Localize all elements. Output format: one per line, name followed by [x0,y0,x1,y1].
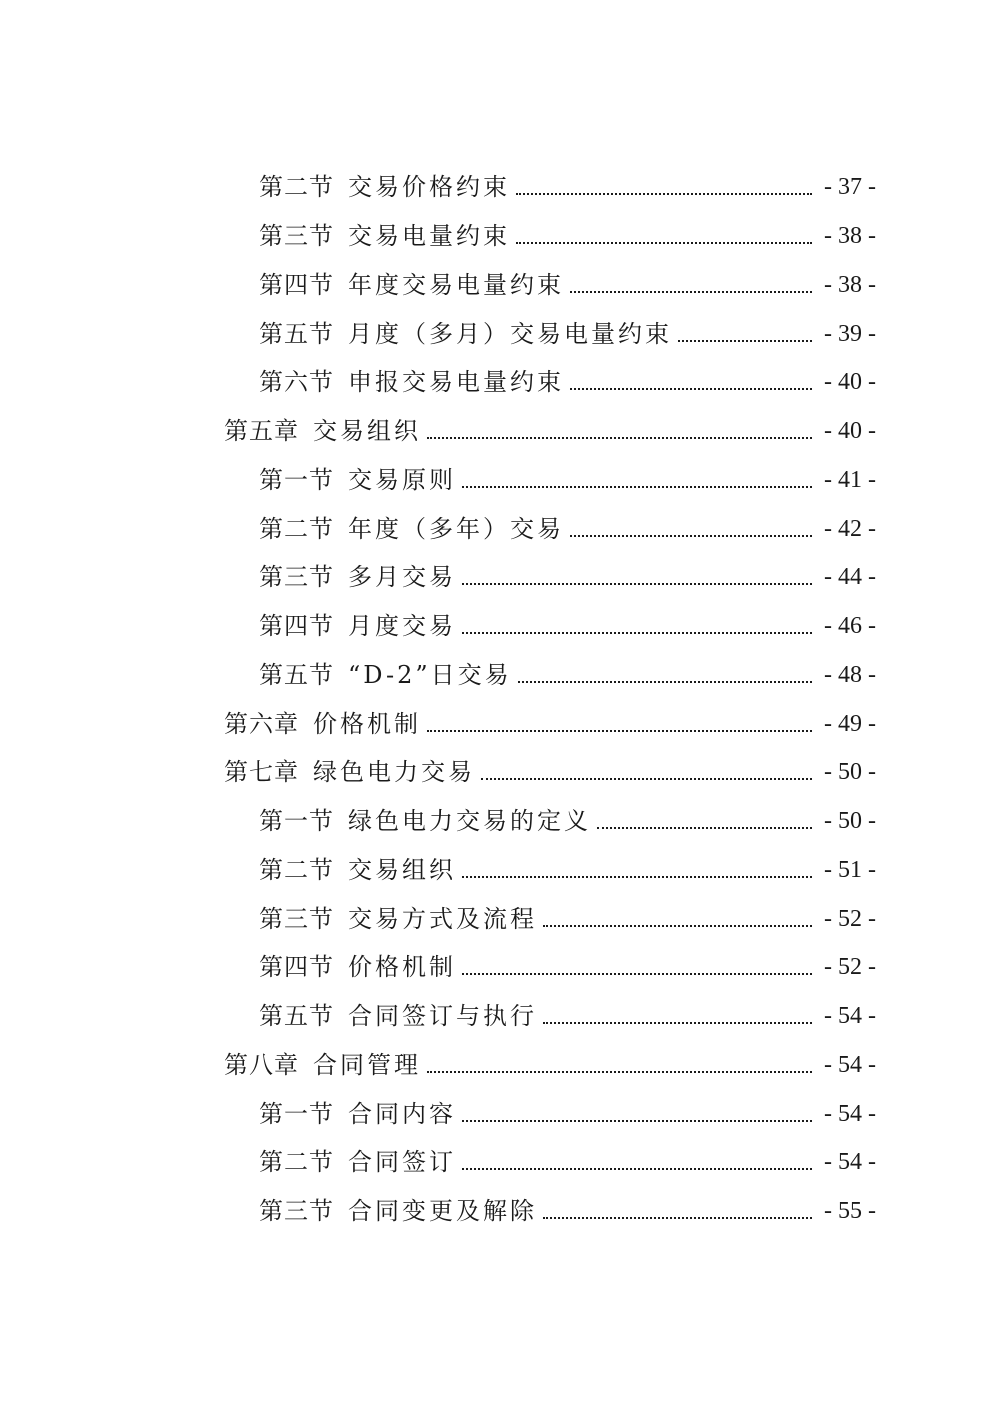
toc-entry-title: 年度交易电量约束 [348,270,564,299]
table-of-contents [0,163,1000,1236]
toc-entry-title: 绿色电力交易的定义 [348,807,591,836]
toc-entry-chapter[interactable] [0,407,1000,456]
toc-entry-page: - 38 - [824,271,876,298]
toc-entry-page: - 52 - [824,954,876,981]
toc-entry-page: - 48 - [824,661,876,688]
toc-entry-title: “D-2”日交易 [348,660,512,689]
toc-entry-label [259,222,510,251]
toc-entry-section[interactable] [0,212,1000,261]
toc-entry-chapter[interactable] [0,1041,1000,1090]
toc-entry-number: 第三节 [259,222,334,251]
toc-entry-section[interactable] [0,1089,1000,1138]
toc-entry-page: - 41 - [824,466,876,493]
toc-entry-label [224,709,421,738]
toc-entry-number: 第八章 [224,1050,299,1079]
toc-entry-section[interactable] [0,797,1000,846]
toc-entry-section[interactable] [0,1138,1000,1187]
toc-entry-page: - 37 - [824,174,876,201]
toc-entry-label [259,1002,537,1031]
toc-entry-title: 年度（多年）交易 [348,514,564,543]
toc-entry-page: - 39 - [824,320,876,347]
toc-entry-label [259,1099,456,1128]
toc-entry-number: 第七章 [224,758,299,787]
toc-entry-label [224,417,421,446]
toc-entry-number: 第一节 [259,465,334,494]
toc-entry-number: 第三节 [259,904,334,933]
toc-entry-title: 交易价格约束 [348,173,510,202]
toc-entry-label [259,1148,456,1177]
dot-leader [462,973,812,975]
dot-leader [678,340,812,342]
toc-entry-section[interactable] [0,261,1000,310]
dot-leader [543,1217,812,1219]
toc-entry-number: 第五章 [224,417,299,446]
dot-leader [481,778,812,780]
dot-leader [462,1120,812,1122]
dot-leader [543,925,812,927]
toc-entry-label [259,270,564,299]
toc-entry-number: 第二节 [259,514,334,543]
dot-leader [462,876,812,878]
toc-entry-page: - 49 - [824,710,876,737]
toc-entry-page: - 40 - [824,418,876,445]
toc-entry-section[interactable] [0,553,1000,602]
toc-entry-title: 合同签订与执行 [348,1002,537,1031]
toc-entry-number: 第三节 [259,1197,334,1226]
dot-leader [516,242,812,244]
toc-entry-page: - 50 - [824,808,876,835]
toc-entry-label [259,660,512,689]
toc-entry-label [224,1050,421,1079]
toc-entry-section[interactable] [0,992,1000,1041]
toc-entry-number: 第四节 [259,953,334,982]
toc-entry-title: 交易方式及流程 [348,904,537,933]
toc-entry-section[interactable] [0,846,1000,895]
toc-entry-title: 多月交易 [348,563,456,592]
toc-entry-section[interactable] [0,504,1000,553]
toc-entry-chapter[interactable] [0,699,1000,748]
toc-entry-title: 合同签订 [348,1148,456,1177]
toc-entry-page: - 40 - [824,369,876,396]
toc-entry-title: 月度交易 [348,612,456,641]
toc-entry-number: 第一节 [259,1099,334,1128]
toc-entry-label [259,563,456,592]
toc-entry-page: - 52 - [824,905,876,932]
toc-entry-page: - 44 - [824,564,876,591]
toc-entry-title: 合同变更及解除 [348,1197,537,1226]
dot-leader [597,827,812,829]
toc-entry-label [259,807,591,836]
toc-entry-page: - 55 - [824,1198,876,1225]
toc-entry-section[interactable] [0,163,1000,212]
dot-leader [462,583,812,585]
toc-entry-title: 交易原则 [348,465,456,494]
toc-entry-number: 第六节 [259,368,334,397]
toc-entry-page: - 50 - [824,759,876,786]
toc-entry-section[interactable] [0,309,1000,358]
dot-leader [570,291,812,293]
toc-entry-label [259,953,456,982]
toc-entry-label [259,368,564,397]
toc-entry-page: - 46 - [824,613,876,640]
toc-entry-section[interactable] [0,651,1000,700]
toc-entry-page: - 54 - [824,1100,876,1127]
toc-entry-title: 交易组织 [348,855,456,884]
toc-entry-label [259,612,456,641]
dot-leader [543,1022,812,1024]
toc-entry-number: 第四节 [259,612,334,641]
dot-leader [462,1168,812,1170]
toc-entry-section[interactable] [0,894,1000,943]
toc-entry-label [259,319,672,348]
toc-entry-number: 第五节 [259,319,334,348]
toc-entry-label [259,173,510,202]
toc-entry-page: - 51 - [824,856,876,883]
toc-entry-title: 交易电量约束 [348,222,510,251]
toc-entry-number: 第二节 [259,855,334,884]
toc-entry-section[interactable] [0,456,1000,505]
toc-entry-title: 月度（多月）交易电量约束 [348,319,672,348]
toc-entry-label [259,514,564,543]
toc-entry-title: 价格机制 [348,953,456,982]
toc-entry-number: 第五节 [259,1002,334,1031]
toc-entry-page: - 54 - [824,1149,876,1176]
toc-entry-number: 第二节 [259,173,334,202]
toc-entry-chapter[interactable] [0,748,1000,797]
toc-entry-label [224,758,475,787]
toc-entry-title: 绿色电力交易 [313,758,475,787]
toc-entry-title: 交易组织 [313,417,421,446]
dot-leader [427,437,812,439]
toc-entry-section[interactable] [0,358,1000,407]
toc-entry-number: 第四节 [259,270,334,299]
dot-leader [427,1071,812,1073]
toc-entry-title: 合同内容 [348,1099,456,1128]
toc-entry-label [259,855,456,884]
toc-entry-label [259,465,456,494]
toc-entry-page: - 54 - [824,1003,876,1030]
dot-leader [518,681,812,683]
dot-leader [462,486,812,488]
dot-leader [570,388,812,390]
toc-entry-title: 合同管理 [313,1050,421,1079]
toc-entry-section[interactable] [0,943,1000,992]
dot-leader [462,632,812,634]
toc-entry-number: 第二节 [259,1148,334,1177]
dot-leader [427,730,812,732]
toc-entry-title: 申报交易电量约束 [348,368,564,397]
toc-entry-section[interactable] [0,602,1000,651]
toc-entry-label [259,1197,537,1226]
toc-entry-number: 第五节 [259,660,334,689]
toc-entry-label [259,904,537,933]
toc-entry-section[interactable] [0,1187,1000,1236]
toc-entry-page: - 38 - [824,223,876,250]
toc-entry-number: 第一节 [259,807,334,836]
toc-entry-number: 第三节 [259,563,334,592]
toc-entry-page: - 54 - [824,1051,876,1078]
toc-entry-page: - 42 - [824,515,876,542]
toc-entry-number: 第六章 [224,709,299,738]
dot-leader [570,535,812,537]
dot-leader [516,193,812,195]
toc-entry-title: 价格机制 [313,709,421,738]
